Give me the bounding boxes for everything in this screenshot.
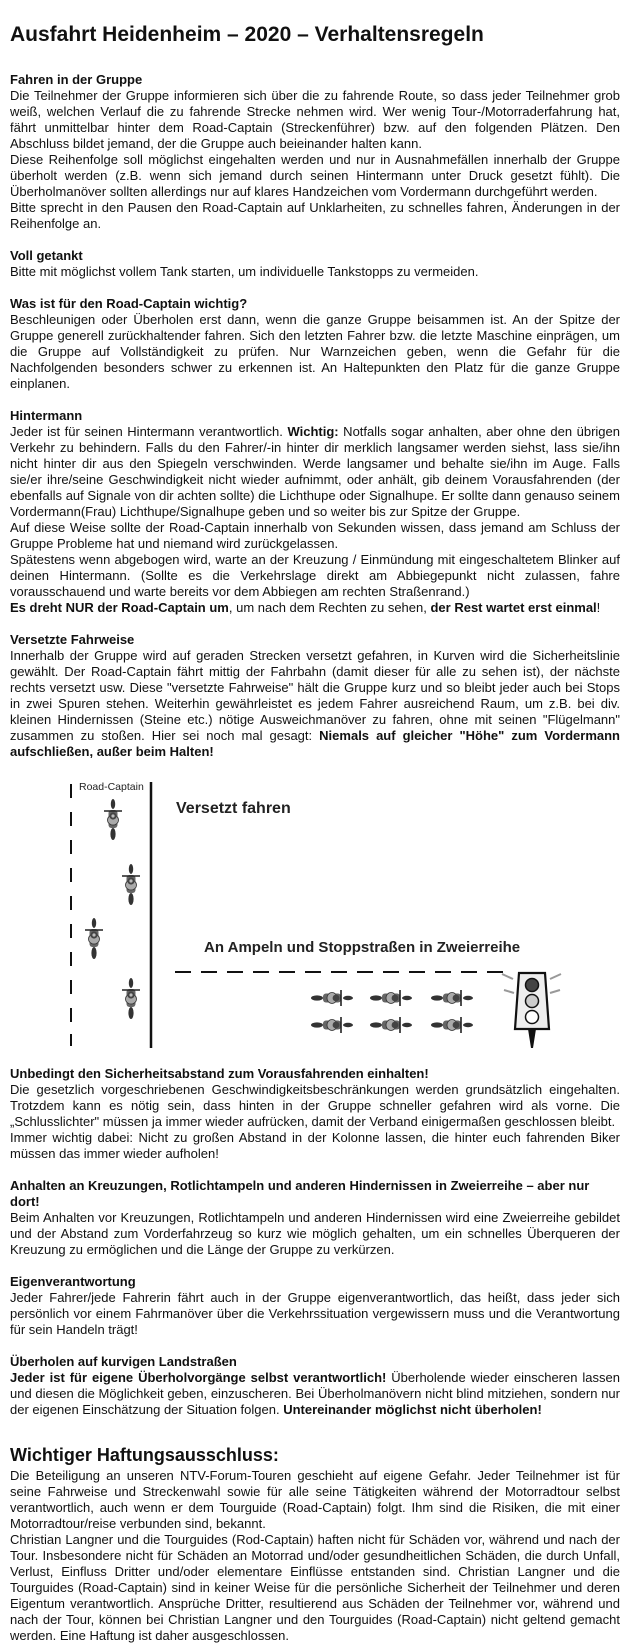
section-heading: Fahren in der Gruppe [10,72,143,87]
paragraph [10,1130,620,1162]
paragraph [10,552,620,600]
text-run: Diese Reihenfolge soll möglichst eingehalten werden und nur in Ausnahmefällen innerhalb der Gruppe überholt werden (z.B. wenn sich jemand durch seinen Hintermann unter Druck gesetzt fühlt). Die Überholmanöver sollten allerdings nur auf klares Handzeichen vom Vordermann durchgeführt werden. [10,152,620,199]
section-heading: Was ist für den Road-Captain wichtig? [10,296,248,311]
section-heading: Versetzte Fahrweise [10,632,135,647]
motorcycle-icon [370,990,412,1006]
paragraph [10,1082,620,1130]
paragraph [10,152,620,200]
rule-section [10,1274,620,1338]
rule-section [10,1354,620,1418]
text-run: Die gesetzlich vorgeschriebenen Geschwindigkeitsbeschränkungen werden grundsätzlich eingehalten. Trotzdem kann es nötig sein, dass hinten in der Gruppe schneller gefahren wird als vorne. Die „Schlusslichter" müssen ja immer wieder aufrücken, damit der Verband einigermaßen geschlossen bleibt. [10,1082,620,1129]
bold-text: der Rest wartet erst einmal [430,600,597,615]
paragraph [10,200,620,232]
motorcycle-icon [122,978,140,1019]
paragraph [10,1290,620,1338]
text-run: Bitte mit möglichst vollem Tank starten, um individuelle Tankstopps zu vermeiden. [10,264,479,279]
text-run: Die Teilnehmer der Gruppe informieren sich über die zu fahrende Route, so dass jeder Teilnehmer grob weiß, welchen Verlauf die zu fahrende Strecke nehmen wird. Wer wenig Tour-/Motorraderfahrung hat, fährt unmittelbar hinter dem Road-Captain (Streckenführer) bzw. auf den folgenden Plätzen. Den Abschluss bildet jemand, der die Gruppe auch beieinander halten kann. [10,88,620,151]
staggered-motorcycles [85,799,140,1019]
bold-text: Jeder ist für eigene Überholvorgänge selbst verantwortlich! [10,1370,387,1385]
motorcycle-icon [311,1017,353,1033]
text-run: Jeder ist für seinen Hintermann verantwortlich. [10,424,288,439]
document-page [10,22,620,1644]
section-heading: Voll getankt [10,248,83,263]
disclaimer-heading: Wichtiger Haftungsausschluss: [10,1445,279,1465]
paragraph [10,520,620,552]
rule-section [10,72,620,232]
text-run: Bitte sprecht in den Pausen den Road-Captain auf Unklarheiten, zu schnelles fahren, Änderungen in der Reihenfolge an. [10,200,620,231]
text-run: Auf diese Weise sollte der Road-Captain innerhalb von Sekunden wissen, dass jemand am Schluss der Gruppe Probleme hat und niemand wird zurückgelassen. [10,520,620,551]
paragraph [10,1468,620,1532]
text-run: Innerhalb der Gruppe wird auf geraden Strecken versetzt gefahren, in Kurven wird die Sicherheitslinie gewählt. Der Road-Captain fährt mittig der Fahrbahn (damit dieser für alle zu sehen ist), der nächste rechts versetzt usw. Diese "versetzte Fahrweise" hält die Gruppe kurz und so bleibt jeder auch bei Stops in zwei Spuren stehen. Weiterhin gewährleistet es jedem Fahrer ausreichend Raum, um z.B. bei div. kleinen Hindernissen (Steine etc.) nötige Ausweichmanöver zu fahren, ohne mit seinen "Flügelmann" zusammen zu stoßen. Hier sei noch mal gesagt: [10,648,620,743]
ampel-zweierreihe-label: An Ampeln und Stoppstraßen in Zweierreihe [204,939,521,956]
two-row-motorcycles [311,990,473,1033]
paragraph [10,88,620,152]
document-title: Ausfahrt Heidenheim – 2020 – Verhaltensregeln [10,23,484,46]
text-run: Beim Anhalten vor Kreuzungen, Rotlichtampeln und anderen Hindernissen wird eine Zweierreihe gebildet und der Abstand zum Vorderfahrzeug so kurz wie möglich gehalten, um ein schnelles Überqueren der Kreuzung zu ermöglichen und die Länge der Gruppe zu verkürzen. [10,1210,620,1257]
paragraph [10,600,620,616]
paragraph [10,1210,620,1258]
riding-formation-figure [10,776,620,1054]
section-heading: Hintermann [10,408,83,423]
bold-text: Niemals auf gleicher "Höhe" zum Vordermann aufschließen, außer beim Halten! [10,728,620,759]
motorcycle-icon [122,864,140,905]
section-heading: Anhalten an Kreuzungen, Rotlichtampeln und anderen Hindernissen in Zweierreihe – aber nur dort! [10,1178,590,1209]
section-heading: Eigenverantwortung [10,1274,136,1289]
disclaimer-body [10,1468,620,1644]
text-run: Immer wichtig dabei: Nicht zu großen Abstand in der Kolonne lassen, die hinter euch fahrenden Biker müssen das immer wieder aufholen! [10,1130,620,1161]
traffic-light-icon [502,973,561,1048]
text-run: Beschleunigen oder Überholen erst dann, wenn die ganze Gruppe beisammen ist. An der Spitze der Gruppe generell zurückhaltender fahren. Sich den letzten Fahrer bzw. die letzte Maschine einprägen, um die Gruppe auf Vollständigkeit zu prüfen. Nur Warnzeichen geben, wenn die Gefahr für die Nachfolgenden besonders schwer zu erkennen ist. An Haltepunkten den Platz für die ganze Gruppe einplanen. [10,312,620,391]
paragraph [10,424,620,520]
bold-text: Untereinander möglichst nicht überholen! [283,1402,542,1417]
rule-section [10,632,620,760]
versetzt-fahren-label: Versetzt fahren [176,800,291,817]
section-heading: Unbedingt den Sicherheitsabstand zum Vorausfahrenden einhalten! [10,1066,429,1081]
motorcycle-icon [85,918,103,959]
rules-sections-bottom [10,1066,620,1418]
text-run: Die Beteiligung an unseren NTV-Forum-Touren geschieht auf eigene Gefahr. Jeder Teilnehmer ist für seine Fahrweise und Streckenwahl sowie für alle seine Tätigkeiten während der Motorradtour selbst verantwortlich, auch wenn er dem Tourguide (Road-Captain) folgt. Ihm sind die Risiken, die mit einer Motorradtour/reise verbunden sind, bekannt. [10,1468,620,1531]
rule-section [10,408,620,616]
text-run: Jeder Fahrer/jede Fahrerin fährt auch in der Gruppe eigenverantwortlich, das heißt, dass jeder sich persönlich vor einem Fahrmanöver über die Verkehrssituation vergewissern muss und die Verantwortung für sein Handeln trägt! [10,1290,620,1337]
rules-sections-top [10,72,620,760]
rule-section [10,248,620,280]
text-run: Notfalls sogar anhalten, aber ohne den übrigen Verkehr zu behindern. Falls du den Fahrer/-in hinter dir merklich langsamer werden siehst, lass sie/ihn nicht hinter dir aus den Spiegeln verschwinden. Werde langsamer und behalte sie/ihn im Auge. Falls sie/er ihre/seine Geschwindigkeit nicht wieder aufnimmt, oder anhält, gib deinem Vorausfahrenden (der ebenfalls auf Signale von dir achten sollte) die Lichthupe oder Signalhupe. Er sollte dann genauso seinem Vordermann(Frau) Lichthupe/Signalhupe geben und so weiter bis zur Spitze der Gruppe. [10,424,620,519]
motorcycle-icon [431,1017,473,1033]
paragraph [10,1532,620,1644]
paragraph [10,648,620,760]
section-heading: Überholen auf kurvigen Landstraßen [10,1354,237,1369]
rule-section [10,1066,620,1162]
paragraph [10,264,620,280]
motorcycle-icon [104,799,122,840]
bold-text: Es dreht NUR der Road-Captain um [10,600,229,615]
text-run: Spätestens wenn abgebogen wird, warte an der Kreuzung / Einmündung mit eingeschaltetem Blinker auf deinen Hintermann. (Sollte es die Verkehrslage direkt am Abbiegepunkt nicht zulassen, fahre vorausschauend und warte bereits vor dem Abbiegen am rechten Straßenrand.) [10,552,620,599]
bold-text: Wichtig: [287,424,339,439]
motorcycle-icon [431,990,473,1006]
rule-section [10,1178,620,1258]
paragraph [10,1370,620,1418]
motorcycle-icon [311,990,353,1006]
rule-section [10,296,620,392]
text-run: , um nach dem Rechten zu sehen, [228,600,431,615]
text-run: ! [596,600,601,615]
text-run: Überholende wieder einscheren lassen und diesen die Möglichkeit geben, einzuscheren. Bei Überholmanövern nicht blind mitziehen, sondern nur der eigenen Einschätzung der Situation folgen. [10,1370,620,1417]
formation-diagram [10,776,620,1054]
road-captain-label: Road-Captain [79,781,144,793]
text-run: Christian Langner und die Tourguides (Rod-Captain) haften nicht für Schäden vor, während und nach der Tour. Insbesondere nicht für Schäden an Motorrad und/oder gesundheitlichen Schäden, die durch Unfall, Verlust, Einfluss Dritter und/oder elementare Einflüsse entstanden sind. Christian Langner und die Tourguides (Road-Captain) sind in keiner Weise für die persönliche Sicherheit der Teilnehmer und deren Eigentum verantwortlich. Ansprüche Dritter, resultierend aus Schäden der Teilnehmer vor, während und nach der Tour, können bei Christian Langner und den Tourguides (Road-Captain) nicht geltend gemacht werden. Eine Haftung ist daher ausgeschlossen. [10,1532,620,1643]
paragraph [10,312,620,392]
motorcycle-icon [370,1017,412,1033]
